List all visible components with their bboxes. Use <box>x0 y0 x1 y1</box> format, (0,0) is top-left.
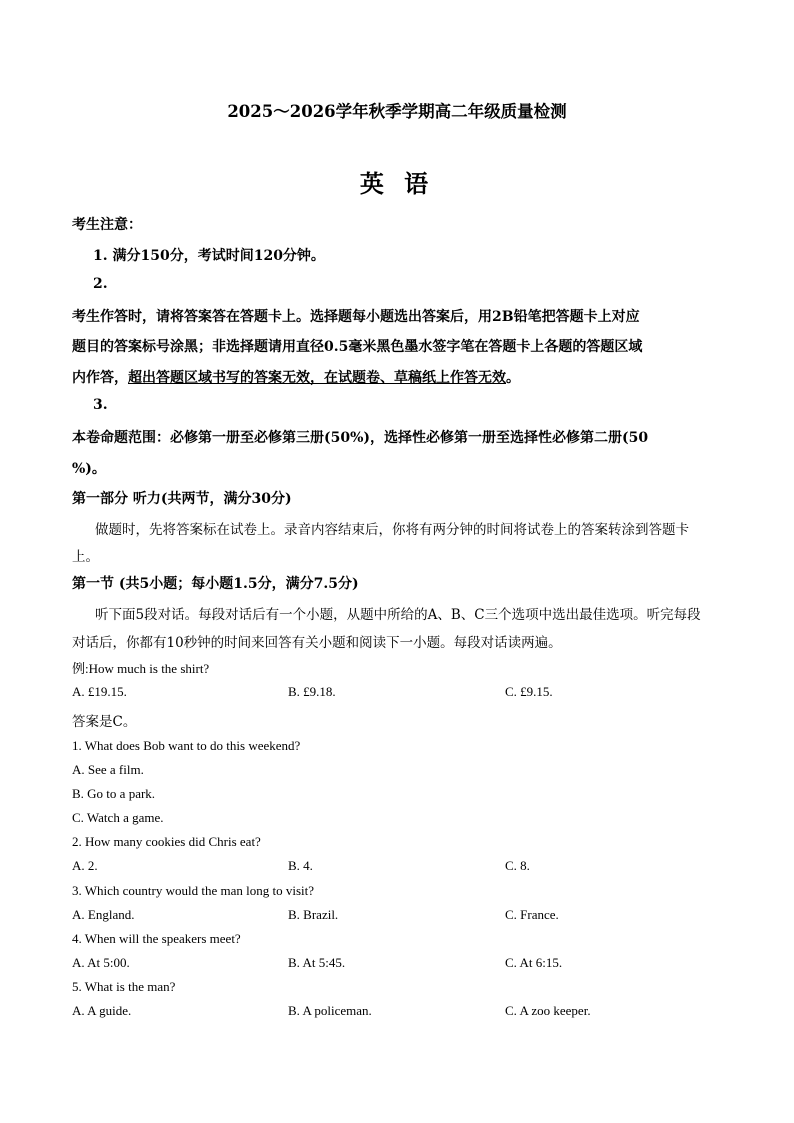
question-4-option-a: A. At 5:00. <box>72 955 130 970</box>
notice-item-2-line-2: 题目的答案标号涂黑；非选择题请用直径0.5毫米黑色墨水签字笔在答题卡上各题的答题区域 <box>72 339 643 355</box>
question-5-option-c: C. A zoo keeper. <box>505 1003 591 1018</box>
notice-item-1: 1. 满分150分，考试时间120分钟。 <box>93 248 325 264</box>
question-4-option-b: B. At 5:45. <box>288 955 346 970</box>
question-5-option-a: A. A guide. <box>72 1003 132 1018</box>
part-1-instruction-line-2: 上。 <box>72 549 99 565</box>
notice-item-2-line-3 <box>72 367 520 387</box>
notice-item-3-number: 3. <box>93 397 108 413</box>
question-3: 3. Which country would the man long to visit? <box>72 883 315 898</box>
question-2-option-b: B. 4. <box>288 858 313 873</box>
question-3-option-c: C. France. <box>505 907 559 922</box>
example-answer: 答案是C。 <box>72 714 137 730</box>
question-2-option-c: C. 8. <box>505 858 530 873</box>
question-2-option-a: A. 2. <box>72 858 98 873</box>
subject-title: 英 语 <box>359 169 435 198</box>
question-5: 5. What is the man? <box>72 979 176 994</box>
example-option-c: C. £9.15. <box>505 684 553 699</box>
notice-item-3-line-1: 本卷命题范围：必修第一册至必修第三册(50%)，选择性必修第一册至选择性必修第二册(50 <box>72 430 649 446</box>
notice-heading: 考生注意： <box>72 217 142 233</box>
question-4-option-c: C. At 6:15. <box>505 955 563 970</box>
notice-item-2-underlined-warning: 超出答题区域书写的答案无效，在试题卷、草稿纸上作答无效 <box>128 370 506 386</box>
question-1: 1. What does Bob want to do this weekend? <box>72 738 301 753</box>
notice-item-2-line-3-prefix: 内作答， <box>72 370 128 386</box>
section-1-instruction-line-1: 听下面5段对话。每段对话后有一个小题，从题中所给的A、B、C三个选项中选出最佳选项。听完每段 <box>95 607 701 623</box>
exam-title: 2025～2026学年秋季学期高二年级质量检测 <box>227 102 567 121</box>
part-1-instruction-line-1: 做题时，先将答案标在试卷上。录音内容结束后，你将有两分钟的时间将试卷上的答案转涂到答题卡 <box>95 522 689 538</box>
question-4: 4. When will the speakers meet? <box>72 931 241 946</box>
question-1-option-c: C. Watch a game. <box>72 810 164 825</box>
notice-item-2-line-1: 考生作答时，请将答案答在答题卡上。选择题每小题选出答案后，用2B铅笔把答题卡上对应 <box>72 309 640 325</box>
example-option-a: A. £19.15. <box>72 684 127 699</box>
question-3-option-b: B. Brazil. <box>288 907 339 922</box>
question-2: 2. How many cookies did Chris eat? <box>72 834 261 849</box>
part-1-heading: 第一部分 听力(共两节，满分30分) <box>72 491 292 507</box>
example-question: 例:How much is the shirt? <box>72 661 210 676</box>
notice-item-3-line-2: %)。 <box>72 461 106 477</box>
question-1-option-a: A. See a film. <box>72 762 144 777</box>
section-1-heading: 第一节 (共5小题；每小题1.5分，满分7.5分) <box>72 576 359 592</box>
question-3-option-a: A. England. <box>72 907 135 922</box>
question-5-option-b: B. A policeman. <box>288 1003 372 1018</box>
example-option-b: B. £9.18. <box>288 684 336 699</box>
section-1-instruction-line-2: 对话后，你都有10秒钟的时间来回答有关小题和阅读下一小题。每段对话读两遍。 <box>72 635 562 651</box>
question-1-option-b: B. Go to a park. <box>72 786 156 801</box>
notice-item-2-number: 2. <box>93 276 108 292</box>
notice-item-2-line-3-suffix: 。 <box>506 370 520 386</box>
